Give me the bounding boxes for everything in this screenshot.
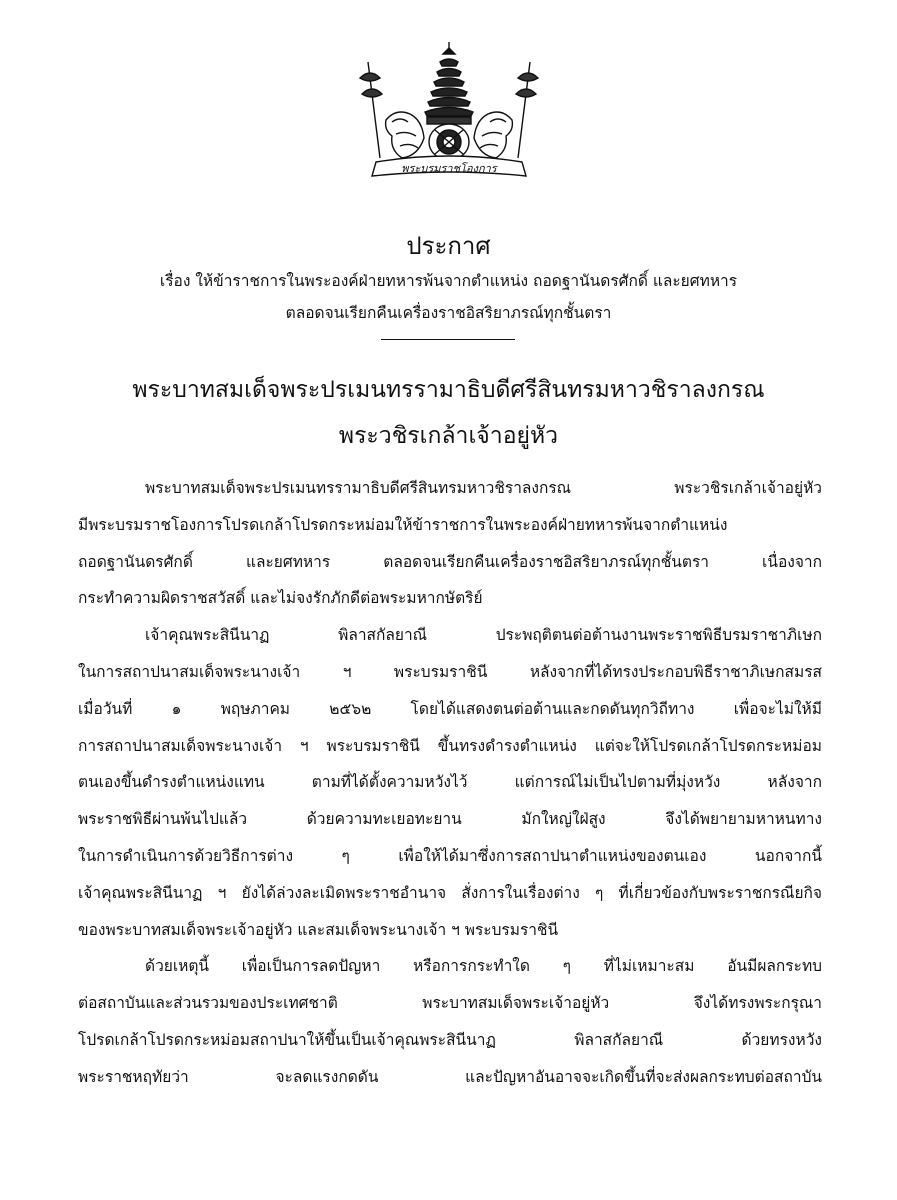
paragraph-1-line: กระทำความผิดราชสวัสดิ์ และไม่จงรักภักดีต่อพระมหากษัตริย์ [78, 589, 483, 608]
paragraph-2-line: พระราชพิธีผ่านพ้นไปแล้ว ด้วยความทะเยอทะยาน มักใหญ่ใฝ่สูง จึงได้พยายามหาหนทาง [78, 810, 822, 829]
paragraph-1-line: มีพระบรมราชโองการโปรดเกล้าโปรดกระหม่อมให้ข้าราชการในพระองค์ฝ่ายทหารพ้นจากตำแหน่ง [78, 515, 728, 534]
paragraph-2-line: การสถาปนาสมเด็จพระนางเจ้า ฯ พระบรมราชินี ขึ้นทรงดำรงตำแหน่ง แต่จะให้โปรดเกล้าโปรดกระหม่อม [78, 736, 822, 755]
king-title-line: พระวชิรเกล้าเจ้าอยู่หัว [338, 423, 559, 449]
king-title-line: พระบาทสมเด็จพระปรเมนทรรามาธิบดีศรีสินทรมหาวชิราลงกรณ [132, 377, 765, 403]
page-title: ประกาศ [406, 232, 491, 260]
paragraph-1-line: ถอดฐานันดรศักดิ์ และยศทหาร ตลอดจนเรียกคืนเครื่องราชอิสริยาภรณ์ทุกชั้นตรา เนื่องจาก [78, 552, 822, 571]
paragraph-2-line: ตนเองขึ้นดำรงตำแหน่งแทน ตามที่ได้ตั้งความหวังไว้ แต่การณ์ไม่เป็นไปตามที่มุ่งหวัง หลังจาก [78, 773, 822, 792]
paragraph-3-line: พระราชหฤทัยว่า จะลดแรงกดดัน และปัญหาอันอาจจะเกิดขึ้นที่จะส่งผลกระทบต่อสถาบัน [78, 1067, 822, 1086]
paragraph-2-line: ในการสถาปนาสมเด็จพระนางเจ้า ฯ พระบรมราชินี หลังจากที่ได้ทรงประกอบพิธีราชาภิเษกสมรส [78, 662, 822, 681]
paragraph-2-line: ของพระบาทสมเด็จพระเจ้าอยู่หัว และสมเด็จพระนางเจ้า ฯ พระบรมราชินี [78, 920, 559, 939]
paragraph-2-line: เจ้าคุณพระสินีนาฏ พิลาสกัลยาณี ประพฤติตนต่อต้านงานพระราชพิธีบรมราชาภิเษก [145, 626, 822, 645]
paragraph-3-line: โปรดเกล้าโปรดกระหม่อมสถาปนาให้ขึ้นเป็นเจ้าคุณพระสินีนาฏ พิลาสกัลยาณี ด้วยทรงหวัง [78, 1030, 822, 1049]
paragraph-1-line: พระบาทสมเด็จพระปรเมนทรรามาธิบดีศรีสินทรมหาวชิราลงกรณ พระวชิรเกล้าเจ้าอยู่หัว [145, 479, 822, 497]
title-divider [381, 339, 515, 340]
royal-emblem-icon [330, 38, 568, 188]
announcement-body [78, 470, 822, 1096]
subject-line: ตลอดจนเรียกคืนเครื่องราชอิสริยาภรณ์ทุกชั้นตรา [285, 304, 612, 322]
paragraph-2-line: ในการดำเนินการด้วยวิธีการต่าง ๆ เพื่อให้ได้มาซึ่งการสถาปนาตำแหน่งของตนเอง นอกจากนี้ [78, 846, 822, 865]
paragraph-3-line: ด้วยเหตุนี้ เพื่อเป็นการลดปัญหา หรือการกระทำใด ๆ ที่ไม่เหมาะสม อันมีผลกระทบ [145, 957, 822, 976]
paragraph-3-line: ต่อสถาบันและส่วนรวมของประเทศชาติ พระบาทสมเด็จพระเจ้าอยู่หัว จึงได้ทรงพระกรุณา [78, 994, 822, 1013]
paragraph-2-line: เจ้าคุณพระสินีนาฏ ฯ ยังได้ล่วงละเมิดพระราชอำนาจ สั่งการในเรื่องต่าง ๆ ที่เกี่ยวข้องกับพระราชกรณียกิจ [78, 883, 822, 902]
emblem-banner-text: พระบรมราชโองการ [401, 162, 497, 175]
subject-line: เรื่อง ให้ข้าราชการในพระองค์ฝ่ายทหารพ้นจากตำแหน่ง ถอดฐานันดรศักดิ์ และยศทหาร [159, 272, 738, 290]
paragraph-2-line: เมื่อวันที่ ๑ พฤษภาคม ๒๕๖๒ โดยได้แสดงตนต่อต้านและกดดันทุกวิถีทาง เพื่อจะไม่ให้มี [78, 699, 822, 718]
